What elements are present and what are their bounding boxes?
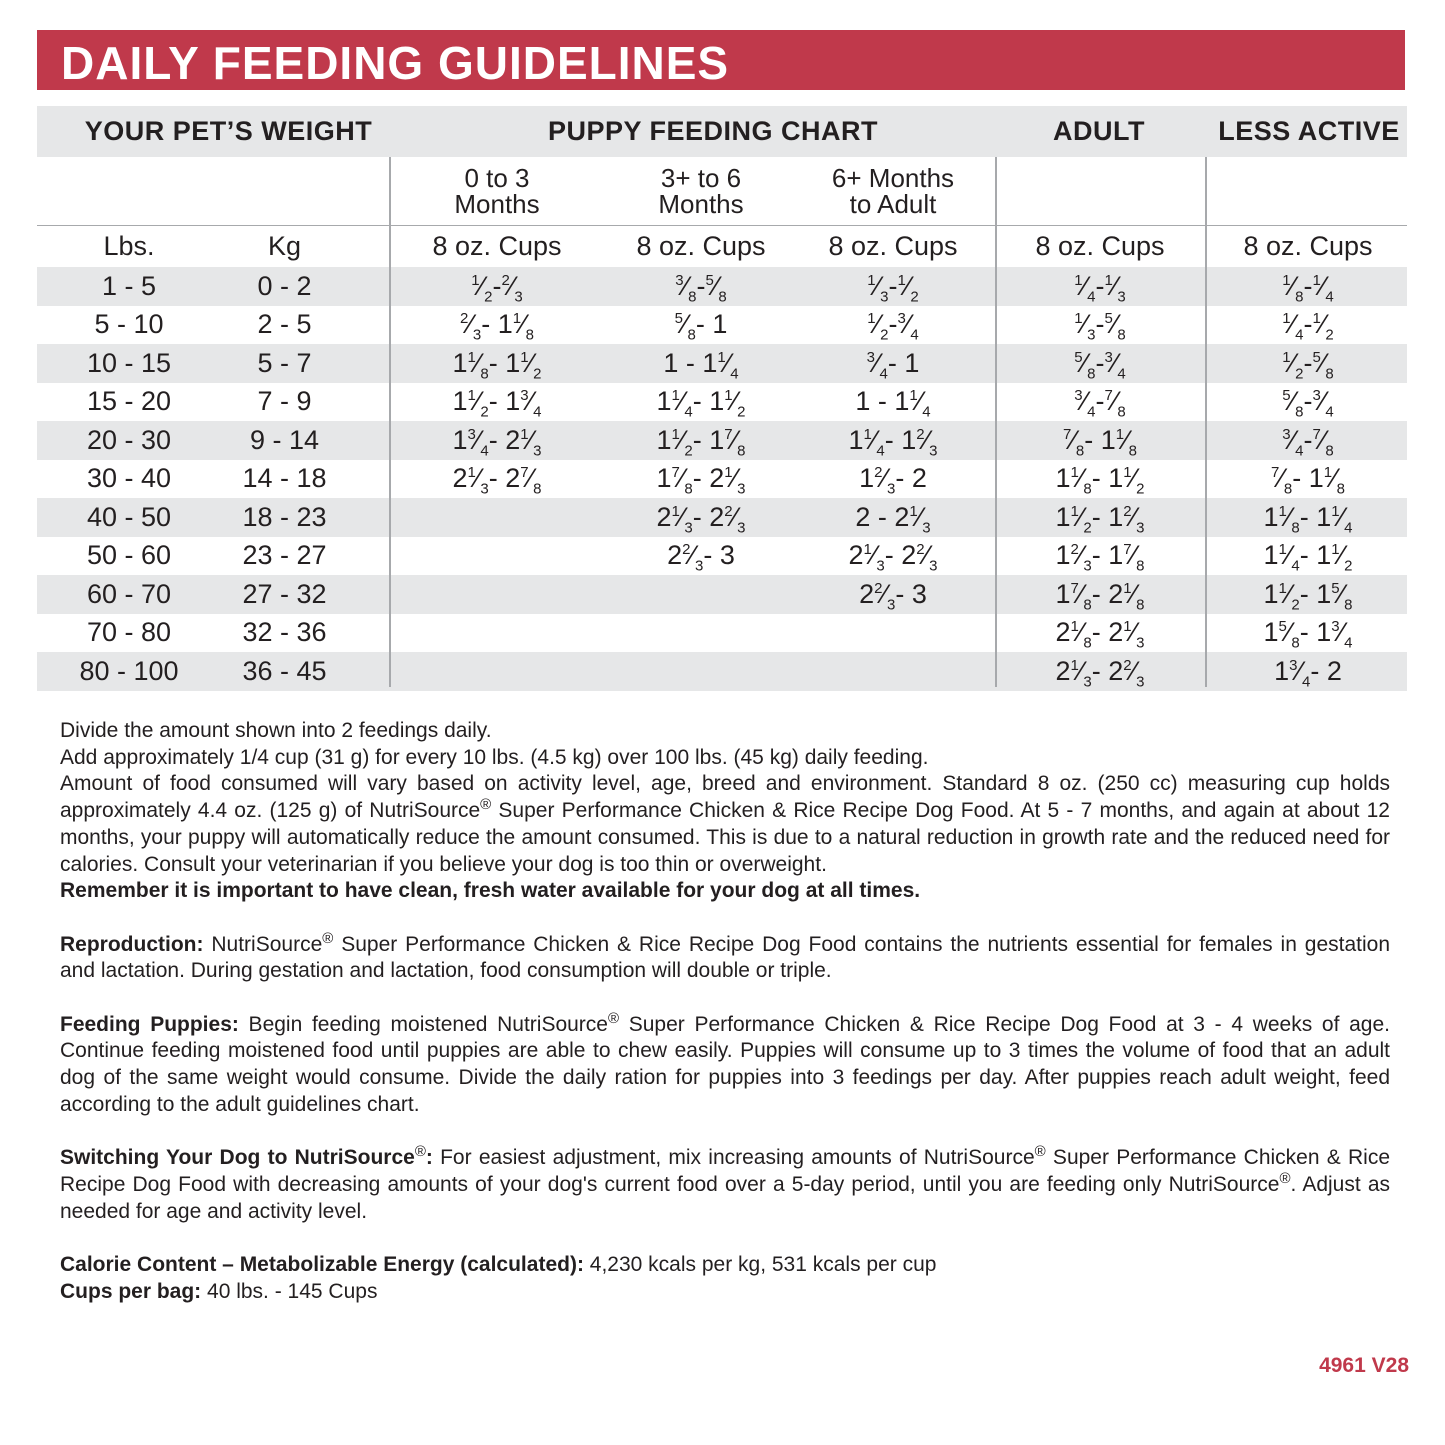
cell-puppy-6-adult: 1 - 1 $^1⁄_4$ [855, 386, 931, 421]
cell-puppy-6-adult [803, 652, 983, 691]
table-row [37, 421, 1407, 460]
cell-puppy-3-6 [613, 614, 789, 653]
table-row [37, 383, 1407, 422]
cell-puppy-3-6: 1 $^1⁄_2$ - 1 $^7⁄_8$ [656, 424, 746, 460]
cell-lbs: 10 - 15 [86, 347, 172, 378]
table-row [37, 344, 1407, 383]
cell-less-active: $^1⁄_4$ - $^1⁄_2$ [1282, 309, 1334, 344]
note-cups-per-bag: Cups per bag: 40 lbs. - 145 Cups [60, 1279, 378, 1303]
cell-adult: 1 $^7⁄_8$ - 2 $^1⁄_8$ [1055, 578, 1145, 614]
cell-puppy-6-adult: $^1⁄_2$ - $^3⁄_4$ [867, 309, 919, 344]
table-row [37, 498, 1407, 537]
cell-lbs: 80 - 100 [79, 655, 179, 686]
cell-adult: 2 $^1⁄_8$ - 2 $^1⁄_3$ [1055, 617, 1145, 652]
cell-puppy-0-3: 1 $^3⁄_4$ - 2 $^1⁄_3$ [452, 424, 542, 460]
cell-adult: $^1⁄_3$ - $^5⁄_8$ [1074, 309, 1126, 344]
note-calorie: Calorie Content – Metabolizable Energy (calculated): 4,230 kcals per kg, 531 kcals per cup [60, 1253, 937, 1276]
cell-puppy-3-6: $^5⁄_8$ - 1 [674, 309, 728, 344]
cell-kg: 9 - 14 [249, 424, 320, 455]
cell-adult: 1 $^2⁄_3$ - 1 $^7⁄_8$ [1055, 540, 1145, 575]
cell-kg: 14 - 18 [242, 463, 327, 494]
cell-kg: 2 - 5 [257, 309, 312, 340]
table-row [37, 575, 1407, 614]
cell-less-active: $^3⁄_4$ - $^7⁄_8$ [1282, 424, 1334, 460]
cell-puppy-6-adult [803, 614, 983, 653]
cell-less-active: 1 $^1⁄_2$ - 1 $^5⁄_8$ [1263, 578, 1353, 614]
feeding-notes [60, 718, 1390, 1305]
cell-adult: $^1⁄_4$ - $^1⁄_3$ [1074, 270, 1126, 306]
cell-puppy-3-6: 2 $^1⁄_3$ - 2 $^2⁄_3$ [656, 501, 746, 537]
weight-group-header: YOUR PET’S WEIGHT [84, 116, 373, 146]
note-water: Remember it is important to have clean, fresh water available for your dog at all times. [60, 879, 921, 903]
note-reproduction: Reproduction: NutriSource® Super Performance Chicken & Rice Recipe Dog Food contains the nutrients essential for females in gestation and lactation. During gestation and lactation, food consumption will double or triple. [60, 929, 1390, 983]
cell-lbs: 5 - 10 [94, 309, 164, 340]
note-add: Add approximately 1/4 cup (31 g) for every 10 lbs. (4.5 kg) over 100 lbs. (45 kg) daily feeding. [60, 745, 929, 769]
units-row [37, 226, 1407, 267]
page-title: DAILY FEEDING GUIDELINES [61, 37, 730, 89]
product-code: 4961 V28 [1319, 1354, 1409, 1377]
title-banner [37, 30, 1405, 90]
cell-puppy-3-6: 1 - 1 $^1⁄_4$ [663, 347, 739, 383]
cell-adult: 2 $^1⁄_3$ - 2 $^2⁄_3$ [1055, 655, 1145, 691]
cell-less-active: $^5⁄_8$ - $^3⁄_4$ [1282, 386, 1334, 421]
column-divider [1205, 157, 1207, 687]
cell-less-active: $^1⁄_8$ - $^1⁄_4$ [1282, 270, 1334, 306]
cell-lbs: 20 - 30 [86, 424, 172, 455]
cell-puppy-6-adult: 1 $^2⁄_3$ - 2 [859, 463, 927, 498]
note-switching: Switching Your Dog to NutriSource®: For easiest adjustment, mix increasing amounts of NutriSource® Super Performance Chicken & Rice Recipe Dog Food with decreasing amounts of your dog's current food over a 5-day period, until you are feeding only NutriSource®. Adjust as needed for age and activity level. [60, 1143, 1390, 1223]
unit-header-kg: Kg [267, 231, 302, 261]
age-header-3-6: 3+ to 6 Months [658, 163, 744, 219]
unit-header-puppy-6-adult: 8 oz. Cups [828, 231, 958, 261]
cell-lbs: 50 - 60 [86, 540, 172, 571]
cell-less-active: $^7⁄_8$ - 1 $^1⁄_8$ [1271, 463, 1345, 498]
cell-less-active: 1 $^1⁄_8$ - 1 $^1⁄_4$ [1263, 501, 1353, 537]
cell-adult: $^7⁄_8$ - 1 $^1⁄_8$ [1063, 424, 1137, 460]
cell-puppy-6-adult: $^1⁄_3$ - $^1⁄_2$ [867, 270, 919, 306]
puppy-group-header: PUPPY FEEDING CHART [547, 116, 879, 146]
cell-puppy-6-adult: $^3⁄_4$ - 1 [866, 347, 920, 383]
column-divider [389, 157, 391, 687]
cell-kg: 23 - 27 [242, 540, 327, 571]
note-feeding-puppies: Feeding Puppies: Begin feeding moistened NutriSource® Super Performance Chicken & Rice Recipe Dog Food at 3 - 4 weeks of age. Continue feeding moistened food until puppies are able to chew easily. Puppies will consume up to 3 times the volume of food that an adult dog of the same weight would consume. Divide the daily ration for puppies into 3 feedings per day. After puppies reach adult weight, feed according to the adult guidelines chart. [60, 1009, 1390, 1116]
cell-kg: 18 - 23 [242, 501, 327, 532]
cell-puppy-3-6: 2 $^2⁄_3$ - 3 [667, 540, 735, 575]
cell-kg: 32 - 36 [242, 617, 327, 648]
cell-puppy-3-6: $^3⁄_8$ - $^5⁄_8$ [675, 270, 727, 306]
cell-adult: 1 $^1⁄_8$ - 1 $^1⁄_2$ [1055, 463, 1145, 498]
cell-kg: 27 - 32 [242, 578, 327, 609]
less-active-group-header: LESS ACTIVE [1218, 116, 1400, 146]
cell-puppy-6-adult: 2 $^1⁄_3$ - 2 $^2⁄_3$ [848, 540, 938, 575]
group-header-row [37, 106, 1407, 157]
cell-lbs: 1 - 5 [101, 270, 157, 301]
cell-puppy-0-3 [409, 575, 585, 614]
cell-less-active: 1 $^1⁄_4$ - 1 $^1⁄_2$ [1263, 540, 1353, 575]
cell-lbs: 30 - 40 [86, 463, 172, 494]
feeding-table [37, 106, 1407, 691]
table-row [37, 614, 1407, 653]
cell-kg: 36 - 45 [242, 655, 327, 686]
cell-puppy-3-6: 1 $^1⁄_4$ - 1 $^1⁄_2$ [656, 386, 746, 421]
table-row [37, 537, 1407, 576]
cell-puppy-0-3 [409, 498, 585, 537]
column-divider [995, 157, 997, 687]
cell-puppy-3-6 [613, 575, 789, 614]
cell-less-active: $^1⁄_2$ - $^5⁄_8$ [1282, 347, 1334, 383]
cell-puppy-0-3 [409, 537, 585, 576]
cell-less-active: 1 $^5⁄_8$ - 1 $^3⁄_4$ [1263, 617, 1353, 652]
cell-puppy-3-6 [613, 652, 789, 691]
age-header-row [37, 157, 1407, 226]
table-row [37, 306, 1407, 345]
unit-header-puppy-3-6: 8 oz. Cups [636, 231, 766, 261]
cell-adult: $^5⁄_8$ - $^3⁄_4$ [1074, 347, 1126, 383]
cell-adult: 1 $^1⁄_2$ - 1 $^2⁄_3$ [1055, 501, 1145, 537]
unit-header-puppy-0-3: 8 oz. Cups [432, 231, 562, 261]
cell-puppy-0-3: 1 $^1⁄_2$ - 1 $^3⁄_4$ [452, 386, 542, 421]
cell-lbs: 40 - 50 [86, 501, 172, 532]
cell-kg: 0 - 2 [257, 270, 312, 301]
cell-puppy-6-adult: 2 $^2⁄_3$ - 3 [859, 578, 927, 614]
note-amount: Amount of food consumed will vary based on activity level, age, breed and environment. Standard 8 oz. (250 cc) measuring cup holds approximately 4.4 oz. (125 g) of NutriSource® Super Performance Chicken & Rice Recipe Dog Food. At 5 - 7 months, and again at about 12 months, your puppy will automatically reduce the amount consumed. This is due to a natural reduction in growth rate and the reduced need for calories. Consult your veterinarian if you believe your dog is too thin or overweight. [60, 772, 1390, 876]
cell-kg: 5 - 7 [257, 347, 312, 378]
cell-puppy-0-3 [409, 652, 585, 691]
age-header-6-adult: 6+ Months to Adult [831, 163, 955, 219]
cell-puppy-0-3: 2 $^1⁄_3$ - 2 $^7⁄_8$ [452, 463, 542, 498]
cell-less-active: 1 $^3⁄_4$ - 2 [1274, 655, 1342, 691]
adult-group-header: ADULT [1053, 116, 1145, 146]
age-header-0-3: 0 to 3 Months [454, 163, 540, 219]
unit-header-less-active: 8 oz. Cups [1243, 231, 1373, 261]
cell-puppy-0-3: $^2⁄_3$ - 1 $^1⁄_8$ [460, 309, 534, 344]
table-row [37, 267, 1407, 306]
cell-puppy-6-adult: 1 $^1⁄_4$ - 1 $^2⁄_3$ [848, 424, 938, 460]
data-rows [37, 267, 1407, 691]
cell-puppy-0-3: 1 $^1⁄_8$ - 1 $^1⁄_2$ [452, 347, 542, 383]
unit-header-adult: 8 oz. Cups [1035, 231, 1165, 261]
unit-header-lbs: Lbs. [103, 231, 155, 261]
cell-lbs: 15 - 20 [86, 386, 172, 417]
cell-puppy-0-3 [409, 614, 585, 653]
cell-lbs: 60 - 70 [86, 578, 172, 609]
cell-puppy-3-6: 1 $^7⁄_8$ - 2 $^1⁄_3$ [656, 463, 746, 498]
table-row [37, 652, 1407, 691]
cell-lbs: 70 - 80 [86, 617, 172, 648]
cell-kg: 7 - 9 [257, 386, 312, 417]
table-row [37, 460, 1407, 499]
note-divide: Divide the amount shown into 2 feedings daily. [60, 719, 492, 742]
cell-puppy-0-3: $^1⁄_2$ - $^2⁄_3$ [471, 270, 523, 306]
cell-puppy-6-adult: 2 - 2 $^1⁄_3$ [855, 501, 931, 537]
cell-adult: $^3⁄_4$ - $^7⁄_8$ [1074, 386, 1126, 421]
